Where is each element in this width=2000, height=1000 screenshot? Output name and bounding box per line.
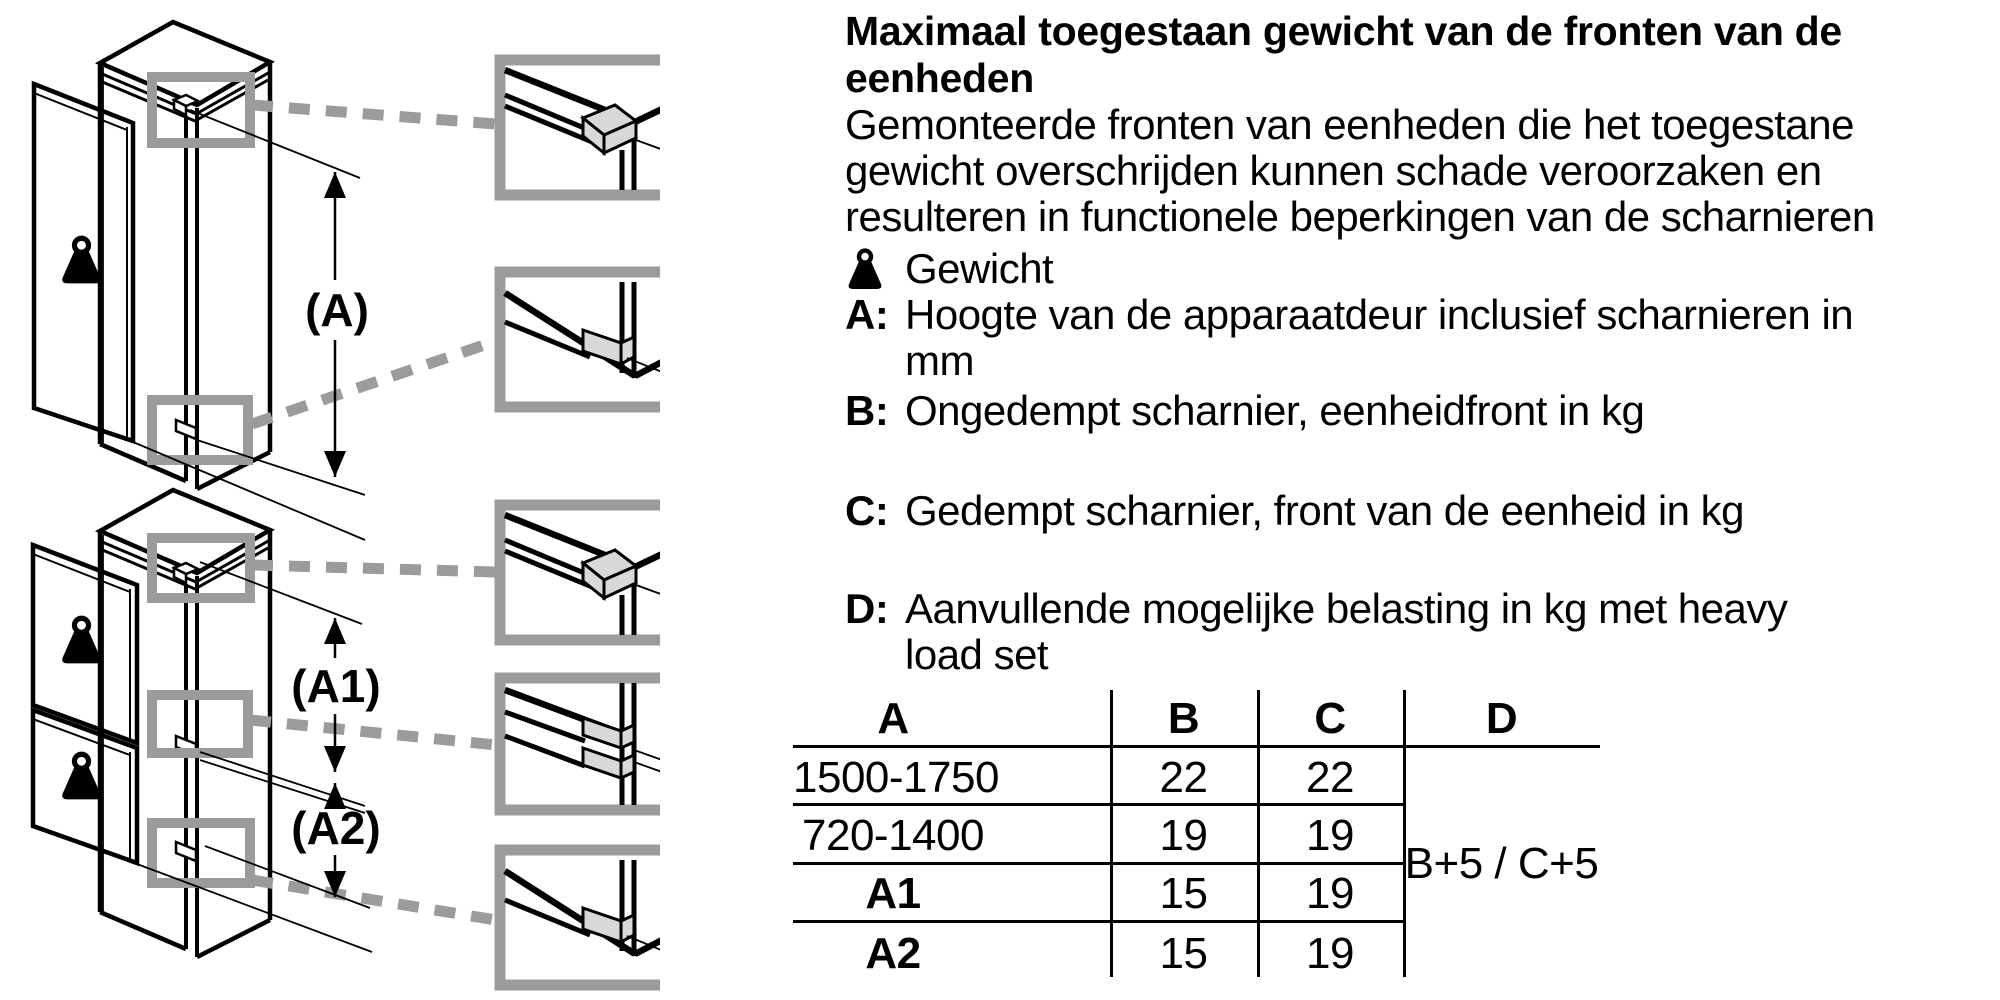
table-row-divider — [793, 920, 1403, 923]
table-cell: 19 — [1306, 929, 1354, 978]
table-cell: 19 — [1306, 811, 1354, 860]
legend-text-A-cont: mm — [905, 337, 974, 384]
hinge-detail-top-corner — [500, 60, 660, 195]
legend-text-C: Gedempt scharnier, front van de eenheid in kg — [905, 487, 1745, 534]
table-cell: 22 — [1306, 753, 1354, 802]
table-cell: 22 — [1159, 753, 1208, 802]
table-cell-D-merged: B+5 / C+5 — [1404, 839, 1599, 888]
legend-key-C: C: — [845, 487, 889, 534]
leader-line — [252, 565, 496, 572]
table-cell: 19 — [1159, 811, 1208, 860]
hinge-detail-middle — [500, 678, 660, 810]
hinge-callout-bottom — [152, 823, 250, 883]
legend-text-D: Aanvullende mogelijke belasting in kg met heavy — [905, 585, 1788, 632]
hinge-callout-middle — [152, 695, 248, 753]
body-text-line: resulteren in functionele beperkingen van de scharnieren — [845, 193, 1875, 240]
table-cell: 19 — [1306, 869, 1354, 918]
table-header-D: D — [1485, 694, 1518, 743]
leader-line — [250, 720, 496, 745]
table-header-divider — [793, 745, 1600, 748]
legend-weight-label: Gewicht — [905, 245, 1054, 292]
table-row-divider — [793, 862, 1403, 865]
dimension-label-A2: (A2) — [291, 802, 381, 854]
upper-door-panel — [33, 545, 137, 743]
legend-text-B: Ongedempt scharnier, eenheidfront in kg — [905, 387, 1645, 434]
legend-text-D-cont: load set — [905, 631, 1049, 678]
dimension-label-A: (A) — [305, 284, 369, 336]
leader-line — [252, 880, 496, 920]
body-text-line: Gemonteerde fronten van eenheden die het toegestane — [845, 101, 1854, 148]
hinge-detail-top-corner — [500, 505, 660, 640]
table-cell: 15 — [1159, 869, 1208, 918]
door-panel — [34, 84, 133, 441]
two-door-appliance-figure — [33, 490, 660, 985]
table-cell: A1 — [865, 869, 921, 918]
table-header-C: C — [1314, 694, 1346, 743]
single-door-appliance-figure — [34, 22, 660, 540]
dimension-A2 — [137, 752, 381, 952]
table-header-A: A — [877, 694, 909, 743]
table-header-B: B — [1167, 694, 1200, 743]
table-cell: A2 — [865, 929, 921, 978]
page-title-line-2: eenheden — [845, 55, 1034, 101]
legend-key-A: A: — [845, 291, 889, 338]
appliance-drawings — [0, 0, 660, 1000]
table-cell: 720-1400 — [802, 811, 984, 860]
leader-line — [252, 105, 496, 124]
hinge-detail-bottom-corner — [500, 272, 660, 407]
legend-text-A: Hoogte van de apparaatdeur inclusief scharnieren in — [905, 291, 1854, 338]
body-text-line: gewicht overschrijden kunnen schade veroorzaken en — [845, 147, 1822, 194]
hinge-detail-bottom-corner — [500, 850, 660, 985]
dimension-label-A1: (A1) — [291, 660, 381, 712]
leader-line — [252, 341, 496, 424]
page-title-line-1: Maximaal toegestaan gewicht van de fronten van de — [845, 8, 1842, 54]
kettlebell-weight-icon — [845, 247, 885, 291]
hinge-callout-bottom — [152, 400, 248, 460]
table-cell: 1500-1750 — [793, 753, 999, 802]
legend-key-D: D: — [845, 585, 889, 632]
table-cell: 15 — [1159, 929, 1208, 978]
table-row-divider — [793, 803, 1403, 806]
legend-key-B: B: — [845, 387, 889, 434]
